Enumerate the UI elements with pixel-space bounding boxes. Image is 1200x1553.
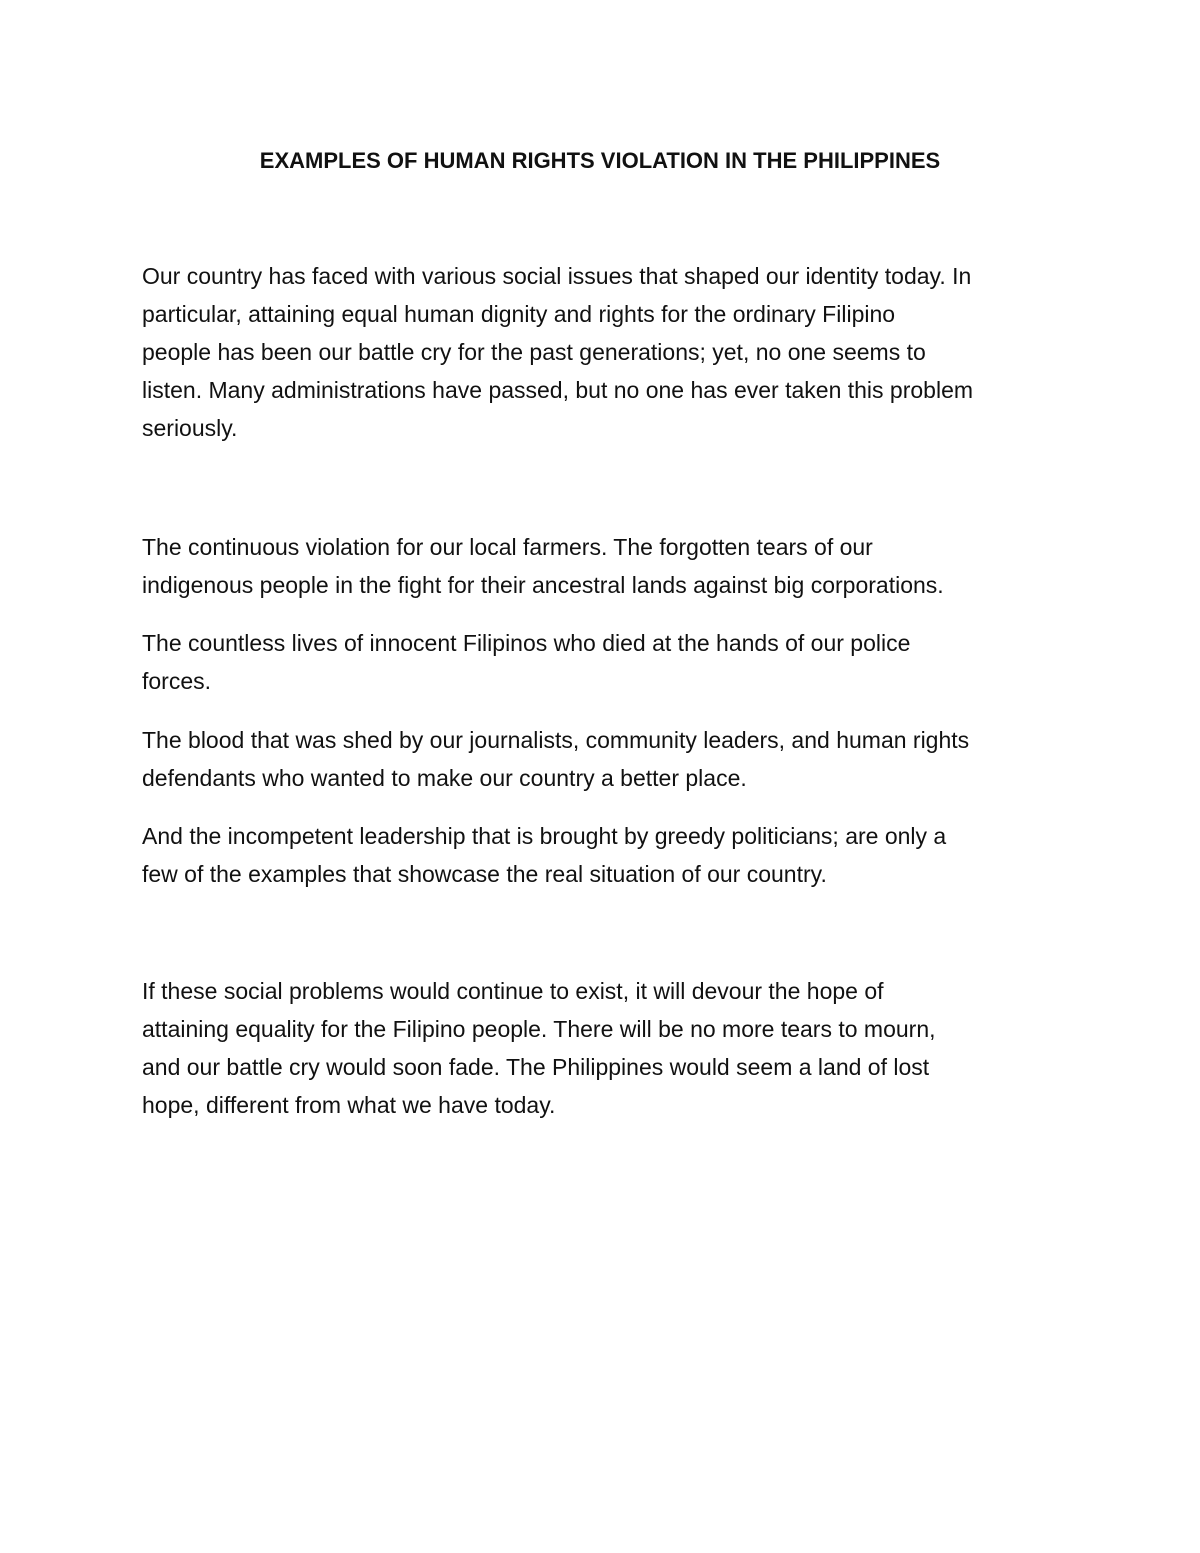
text-line: particular, attaining equal human dignity and rights for the ordinary Filipino [142,301,896,327]
paragraph-conclusion [142,972,1062,1124]
paragraph-leadership [142,817,1062,893]
text-line: The blood that was shed by our journalists, community leaders, and human rights [142,727,970,753]
text-line: people has been our battle cry for the past generations; yet, no one seems to [142,339,926,365]
text-line: The countless lives of innocent Filipinos who died at the hands of our police [142,630,911,656]
paragraph-journalists [142,721,1062,797]
text-line: If these social problems would continue to exist, it will devour the hope of [142,978,884,1004]
paragraph-intro [142,257,1062,447]
paragraph-police [142,624,1062,700]
text-line: indigenous people in the fight for their ancestral lands against big corporations. [142,572,944,598]
text-line: few of the examples that showcase the real situation of our country. [142,861,827,887]
text-line: and our battle cry would soon fade. The Philippines would seem a land of lost [142,1054,930,1080]
text-line: And the incompetent leadership that is brought by greedy politicians; are only a [142,823,947,849]
text-line: The continuous violation for our local farmers. The forgotten tears of our [142,534,873,560]
text-line: attaining equality for the Filipino people. There will be no more tears to mourn, [142,1016,936,1042]
text-line: listen. Many administrations have passed, but no one has ever taken this problem [142,377,974,403]
text-line: Our country has faced with various social issues that shaped our identity today. In [142,263,972,289]
text-line: seriously. [142,415,238,441]
text-line: defendants who wanted to make our country a better place. [142,765,747,791]
text-line: forces. [142,668,212,694]
paragraph-farmers [142,528,1062,604]
document-title: EXAMPLES OF HUMAN RIGHTS VIOLATION IN THE PHILIPPINES [259,148,941,173]
text-line: hope, different from what we have today. [142,1092,556,1118]
